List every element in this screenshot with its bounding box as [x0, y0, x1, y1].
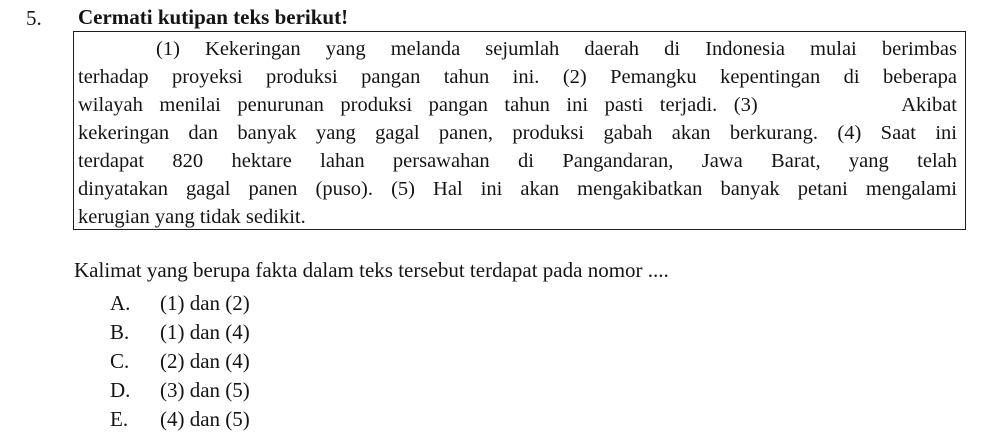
answer-option-b[interactable]: [110, 318, 250, 347]
passage-line: dinyatakan gagal panen (puso). (5) Hal ini akan mengakibatkan banyak petani mengalami: [78, 178, 957, 200]
option-text: (1) dan (2): [160, 291, 250, 315]
answer-option-d[interactable]: [110, 376, 250, 405]
option-text: (2) dan (4): [160, 349, 250, 373]
question-prompt: Kalimat yang berupa fakta dalam teks tersebut terdapat pada nomor ....: [74, 258, 669, 282]
option-letter: C.: [110, 349, 130, 373]
answer-option-e[interactable]: [110, 405, 250, 434]
answer-options: [110, 289, 250, 434]
answer-option-c[interactable]: [110, 347, 250, 376]
option-text: (3) dan (5): [160, 378, 250, 402]
question-heading: Cermati kutipan teks berikut!: [78, 5, 349, 29]
option-letter: D.: [110, 378, 131, 402]
option-letter: B.: [110, 320, 130, 344]
question-number: 5.: [26, 6, 42, 30]
passage-line: (1) Kekeringan yang melanda sejumlah daerah di Indonesia mulai berimbas: [156, 38, 957, 60]
answer-option-a[interactable]: [110, 289, 250, 318]
option-letter: E.: [110, 407, 129, 431]
option-text: (4) dan (5): [160, 407, 250, 431]
passage-box: [73, 31, 966, 230]
passage-line: wilayah menilai penurunan produksi pangan tahun ini pasti terjadi. (3) Akibat: [78, 94, 957, 116]
passage-line: kerugian yang tidak sedikit.: [78, 206, 306, 228]
passage-line: terhadap proyeksi produksi pangan tahun ini. (2) Pemangku kepentingan di beberapa: [78, 66, 957, 88]
passage-line: kekeringan dan banyak yang gagal panen, produksi gabah akan berkurang. (4) Saat ini: [78, 122, 957, 144]
option-letter: A.: [110, 291, 131, 315]
passage-line: terdapat 820 hektare lahan persawahan di Pangandaran, Jawa Barat, yang telah: [78, 150, 957, 172]
option-text: (1) dan (4): [160, 320, 250, 344]
